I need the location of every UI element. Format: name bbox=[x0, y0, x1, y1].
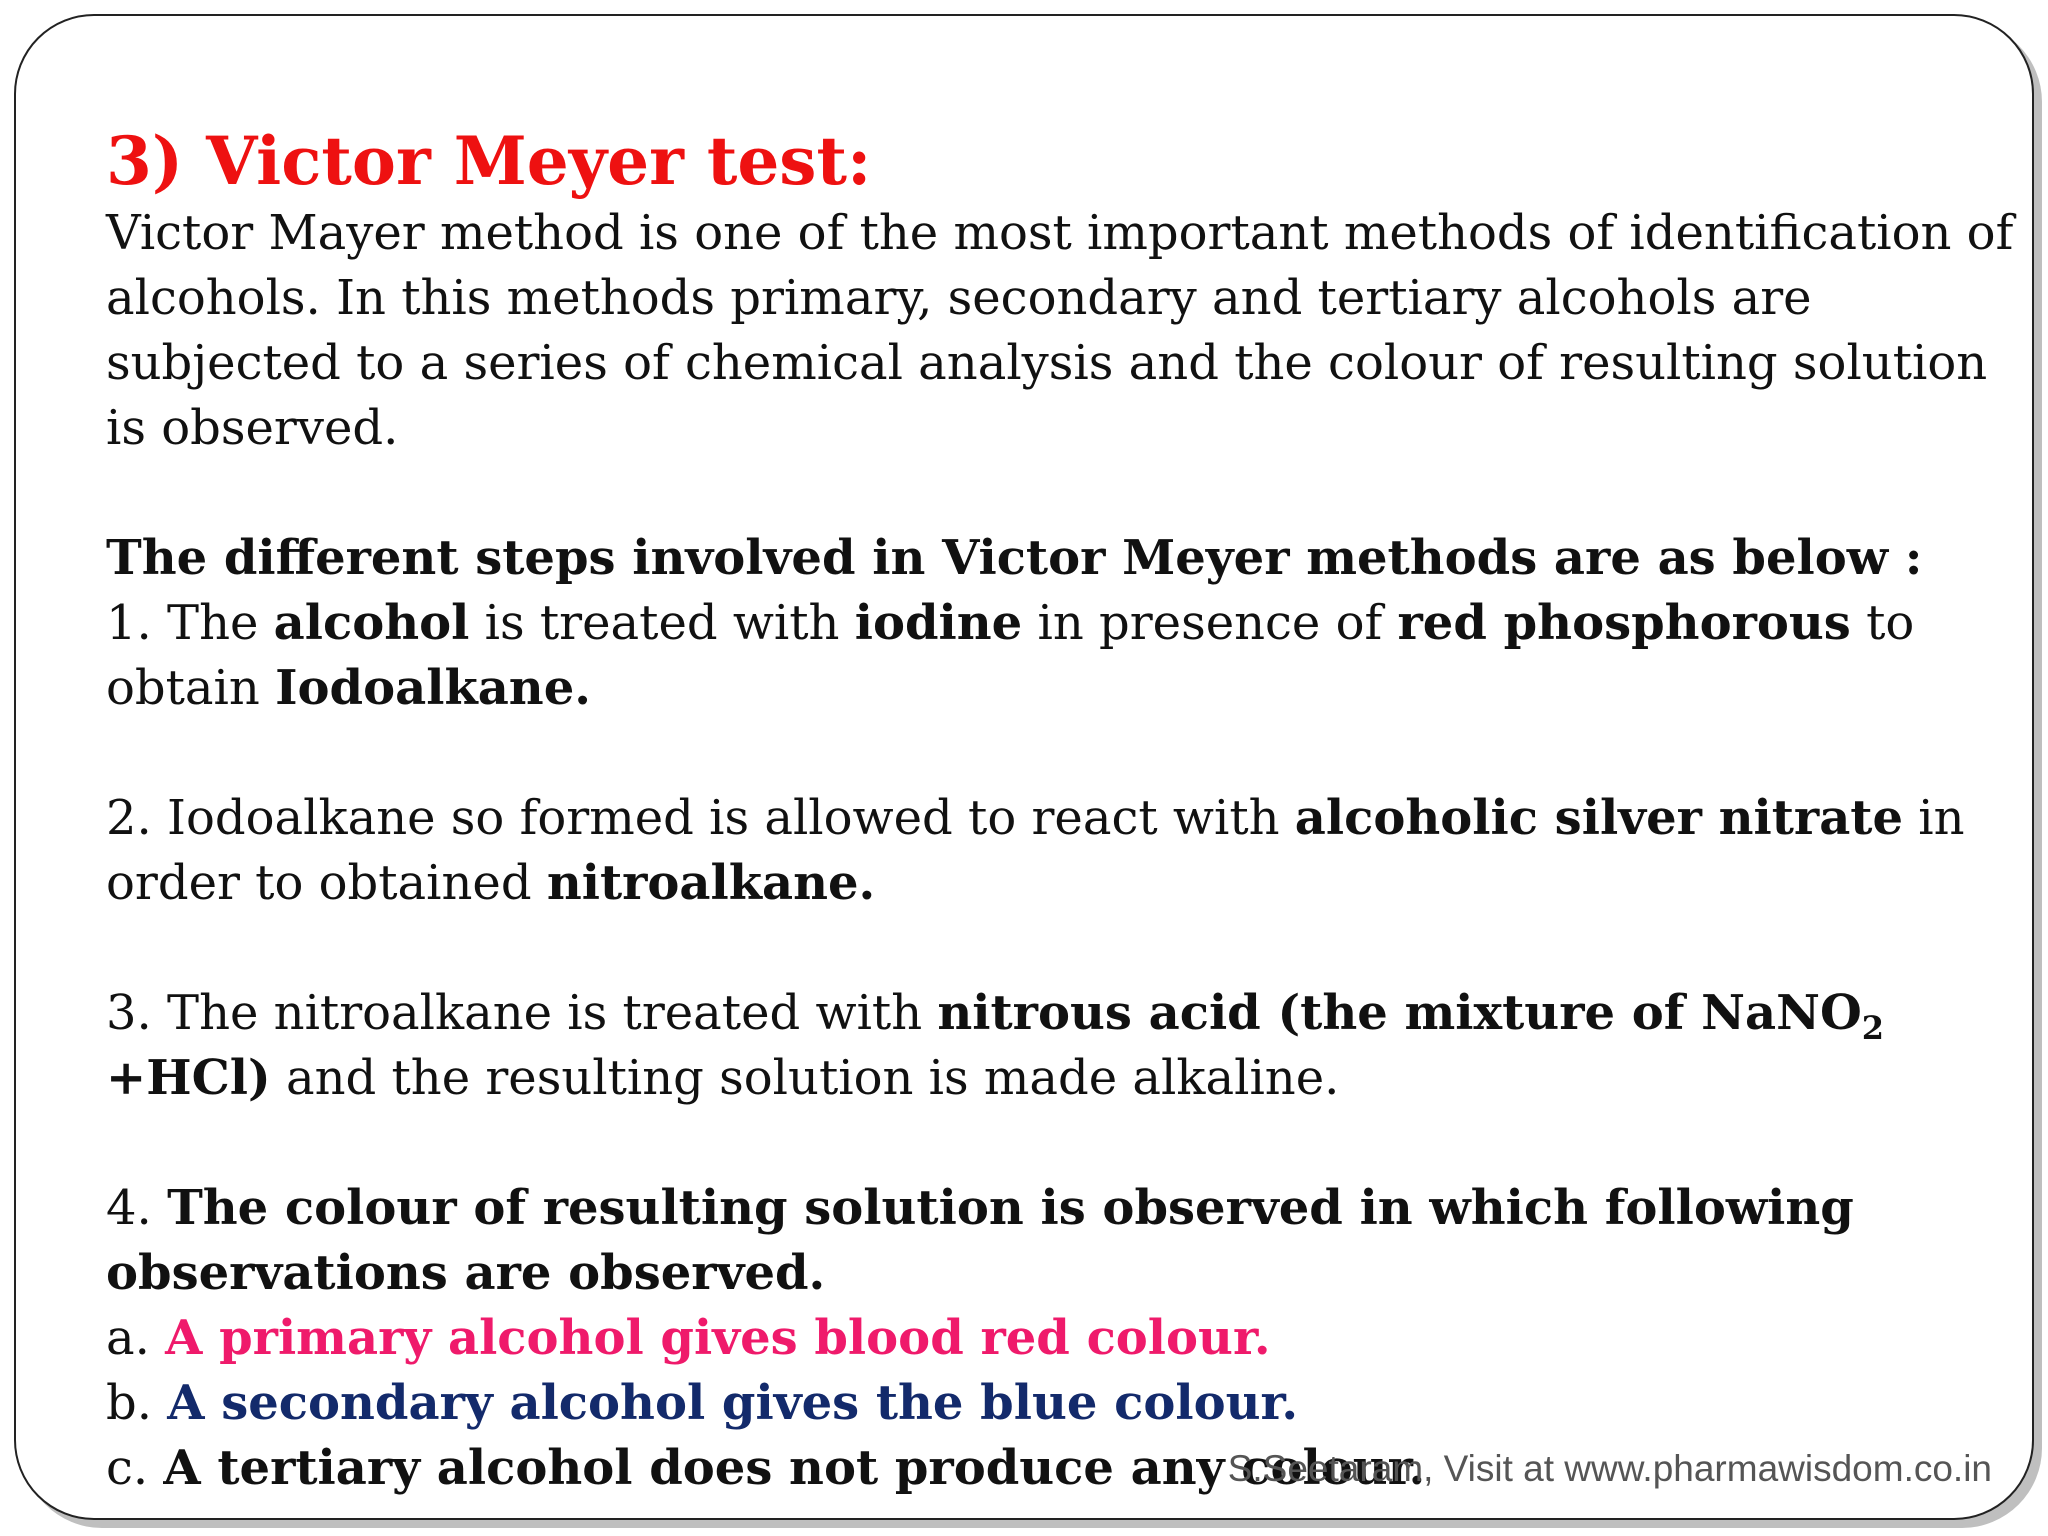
step-1: 1. The alcohol is treated with iodine in presence of red phosphorous to obtain Iodoalkane. bbox=[106, 595, 1915, 716]
spacer bbox=[106, 1111, 2026, 1176]
observation-b: b. A secondary alcohol gives the blue colour. bbox=[106, 1375, 1299, 1431]
observation-a: a. A primary alcohol gives blood red colour. bbox=[106, 1310, 1271, 1366]
spacer bbox=[106, 721, 2026, 786]
observation-c: c. A tertiary alcohol does not produce any colour. bbox=[106, 1440, 1426, 1496]
slide bbox=[14, 14, 2034, 1520]
slide-title: 3) Victor Meyer test: bbox=[106, 122, 872, 200]
spacer bbox=[106, 461, 2026, 526]
steps-heading: The different steps involved in Victor Meyer methods are as below : bbox=[106, 530, 1923, 586]
slide-content bbox=[106, 121, 2026, 1501]
footer-credit: S.Seetaram, Visit at www.pharmawisdom.co.in bbox=[1227, 1448, 1992, 1489]
spacer bbox=[106, 916, 2026, 981]
step-4: 4. The colour of resulting solution is observed in which following observations are observed. bbox=[106, 1180, 1854, 1301]
step-2: 2. Iodoalkane so formed is allowed to react with alcoholic silver nitrate in order to obtained nitroalkane. bbox=[106, 790, 1965, 911]
step-3: 3. The nitroalkane is treated with nitrous acid (the mixture of NaNO$_2$ +HCl) and the resulting solution is made alkaline. bbox=[106, 985, 1885, 1106]
intro-paragraph: Victor Mayer method is one of the most important methods of identification of alcohols. In this methods primary, secondary and tertiary alcohols are subjected to a series of chemical analysis and the colour of resulting solution is observed. bbox=[106, 205, 2014, 456]
